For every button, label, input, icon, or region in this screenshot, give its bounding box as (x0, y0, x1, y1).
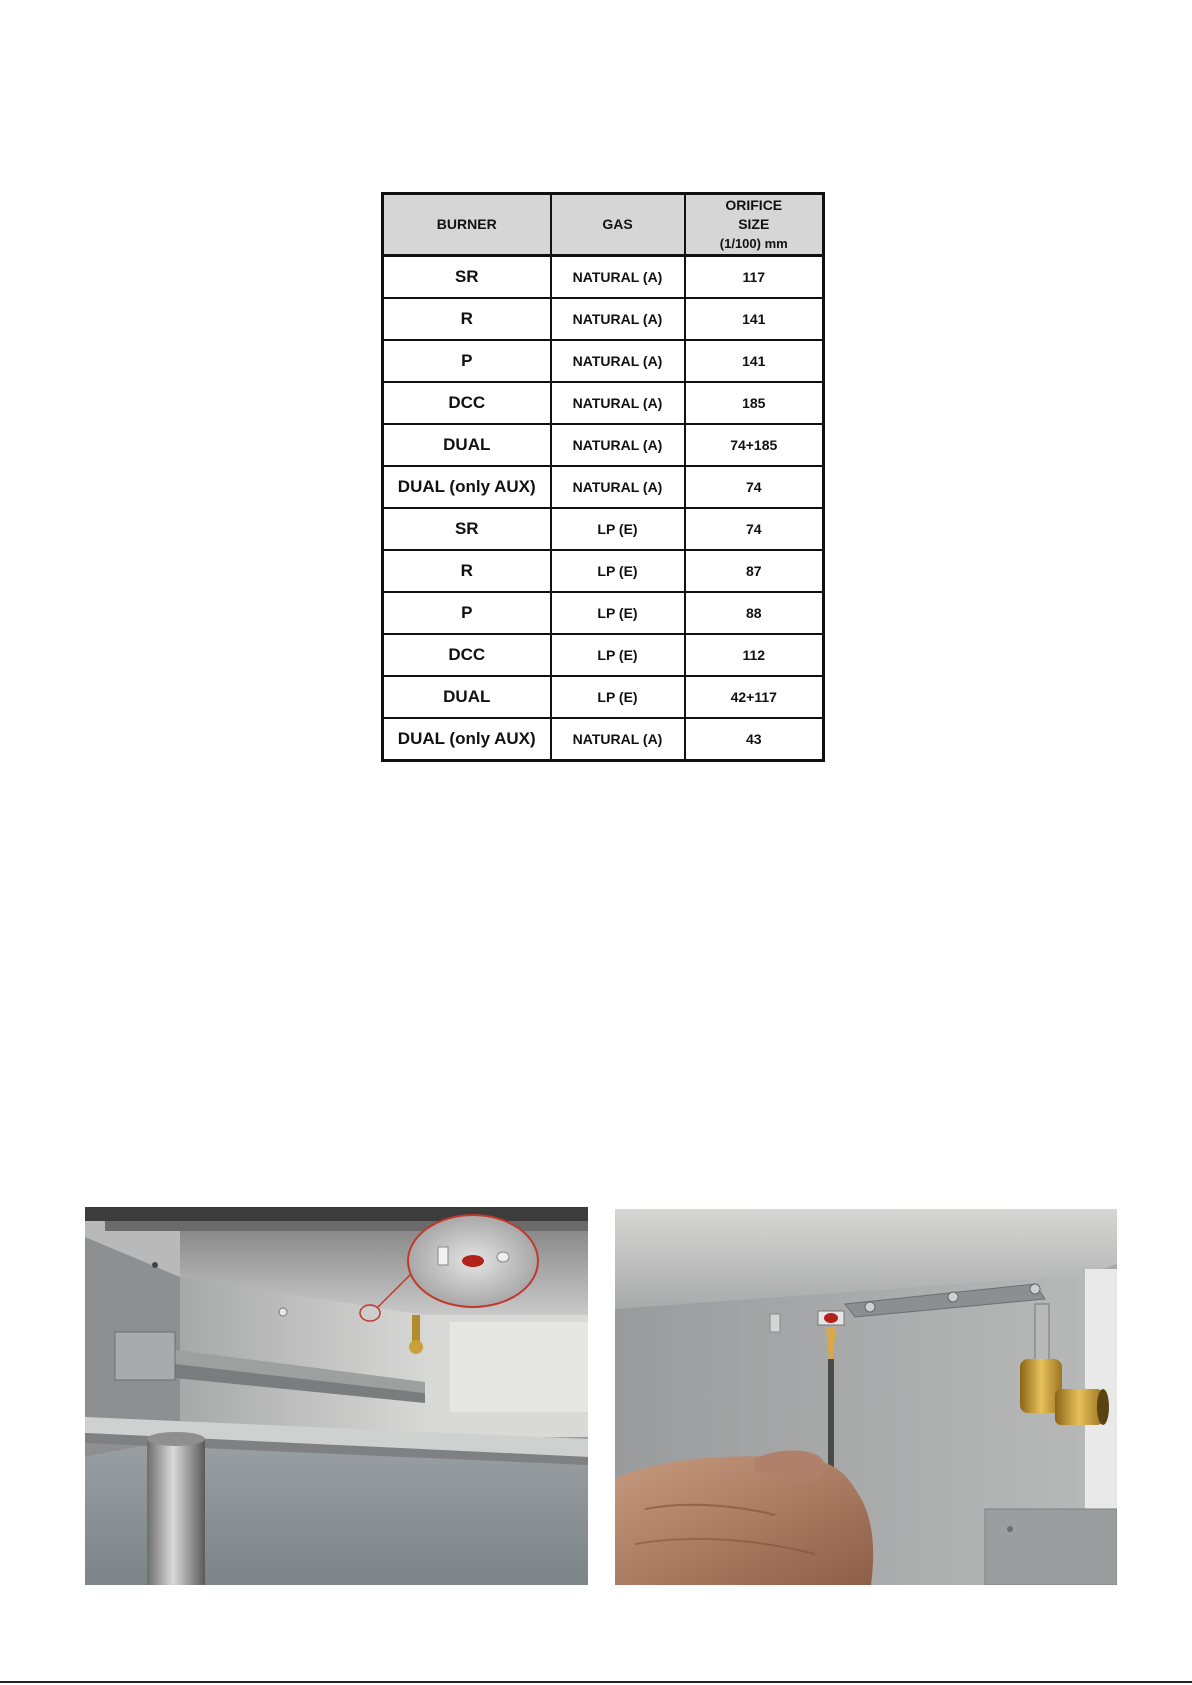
header-burner (383, 194, 551, 256)
orifice-size-table (381, 192, 825, 762)
cell-size: 43 (685, 718, 824, 761)
cell-gas: NATURAL (A) (551, 340, 685, 382)
cell-burner: SR (383, 256, 551, 299)
underside-cooktop-illustration (85, 1207, 588, 1585)
cell-size: 141 (685, 340, 824, 382)
cell-size: 74 (685, 508, 824, 550)
cell-gas: NATURAL (A) (551, 256, 685, 299)
table-row (383, 382, 824, 424)
cell-size: 141 (685, 298, 824, 340)
header-orifice-size (685, 194, 824, 256)
table-row (383, 298, 824, 340)
cell-burner: SR (383, 508, 551, 550)
table-row (383, 676, 824, 718)
cell-burner: DUAL (only AUX) (383, 466, 551, 508)
header-gas (551, 194, 685, 256)
table-row (383, 634, 824, 676)
cell-gas: LP (E) (551, 634, 685, 676)
cell-gas: LP (E) (551, 508, 685, 550)
cell-burner: R (383, 550, 551, 592)
cell-gas: NATURAL (A) (551, 382, 685, 424)
cell-size: 87 (685, 550, 824, 592)
cell-size: 74+185 (685, 424, 824, 466)
cell-size: 185 (685, 382, 824, 424)
cell-size: 42+117 (685, 676, 824, 718)
table-row (383, 592, 824, 634)
cell-size: 112 (685, 634, 824, 676)
bottom-rule (0, 1681, 1192, 1683)
header-size-line2: SIZE (738, 216, 770, 232)
cell-gas: NATURAL (A) (551, 718, 685, 761)
header-burner-label: BURNER (436, 216, 497, 232)
table-row (383, 340, 824, 382)
underside-cooktop-photo (85, 1207, 588, 1585)
cell-gas: NATURAL (A) (551, 466, 685, 508)
table-row (383, 466, 824, 508)
cell-gas: LP (E) (551, 676, 685, 718)
cell-burner: R (383, 298, 551, 340)
header-size-line1: ORIFICE (725, 197, 783, 213)
orifice-adjustment-photo (615, 1209, 1117, 1585)
cell-size: 88 (685, 592, 824, 634)
screwdriver-orifice-illustration (615, 1209, 1117, 1585)
table-row (383, 256, 824, 299)
header-size-line3: (1/100) mm (719, 236, 788, 251)
cell-burner: DUAL (383, 424, 551, 466)
cell-gas: NATURAL (A) (551, 424, 685, 466)
table-row (383, 508, 824, 550)
cell-burner: DUAL (383, 676, 551, 718)
cell-burner: P (383, 592, 551, 634)
table-body (383, 256, 824, 761)
table-row (383, 550, 824, 592)
table-row (383, 424, 824, 466)
cell-gas: NATURAL (A) (551, 298, 685, 340)
cell-size: 74 (685, 466, 824, 508)
cell-gas: LP (E) (551, 550, 685, 592)
cell-gas: LP (E) (551, 592, 685, 634)
cell-size: 117 (685, 256, 824, 299)
table-header (383, 194, 824, 256)
cell-burner: DCC (383, 634, 551, 676)
cell-burner: DUAL (only AUX) (383, 718, 551, 761)
table-row (383, 718, 824, 761)
header-gas-label: GAS (602, 216, 633, 232)
cell-burner: P (383, 340, 551, 382)
cell-burner: DCC (383, 382, 551, 424)
